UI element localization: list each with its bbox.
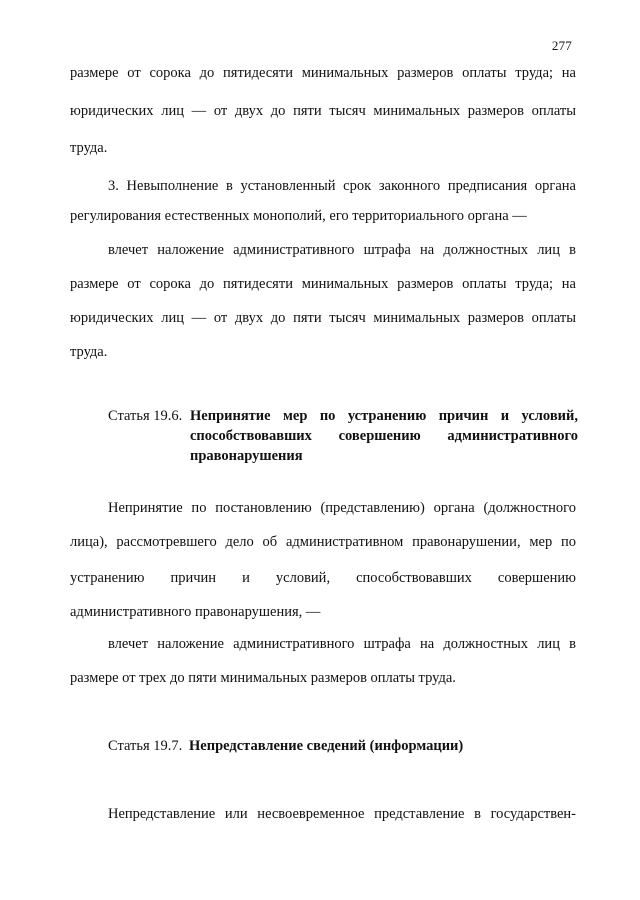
article-title-line: Непринятие мер по устранению причин и условий, bbox=[190, 408, 578, 424]
paragraph-first-line: 3. Невыполнение в установленный срок законного предписания органа bbox=[108, 178, 576, 194]
body-line: устранению причин и условий, способствовавших совершению bbox=[70, 570, 576, 586]
paragraph-first-line: влечет наложение административного штрафа на должностных лиц в bbox=[108, 242, 576, 258]
body-line: регулирования естественных монополий, его территориального органа — bbox=[70, 208, 527, 224]
article-number: Статья 19.7. bbox=[108, 738, 183, 754]
article-number: Статья 19.6. bbox=[108, 408, 183, 424]
article-title: Непредставление сведений (информации) bbox=[189, 738, 464, 754]
paragraph-first-line: Непредставление или несвоевременное представление в государствен- bbox=[108, 806, 576, 822]
body-line: юридических лиц — от двух до пяти тысяч минимальных размеров оплаты bbox=[70, 310, 576, 326]
page-number: 277 bbox=[551, 38, 572, 53]
article-title-line: способствовавших совершению административного bbox=[190, 428, 578, 444]
body-line: размере от сорока до пятидесяти минимальных размеров оплаты труда; на bbox=[70, 65, 576, 81]
paragraph-first-line: Непринятие по постановлению (представлению) органа (должностного bbox=[108, 500, 576, 516]
body-line: лица), рассмотревшего дело об административном правонарушении, мер по bbox=[70, 534, 576, 550]
body-line: юридических лиц — от двух до пяти тысяч минимальных размеров оплаты bbox=[70, 103, 576, 119]
paragraph-first-line: влечет наложение административного штрафа на должностных лиц в bbox=[108, 636, 576, 652]
body-line: административного правонарушения, — bbox=[70, 604, 321, 620]
article-title-line: правонарушения bbox=[190, 448, 303, 464]
body-line: труда. bbox=[70, 140, 108, 156]
body-line: размере от трех до пяти минимальных размеров оплаты труда. bbox=[70, 670, 456, 686]
body-line: труда. bbox=[70, 344, 108, 360]
body-line: размере от сорока до пятидесяти минимальных размеров оплаты труда; на bbox=[70, 276, 576, 292]
